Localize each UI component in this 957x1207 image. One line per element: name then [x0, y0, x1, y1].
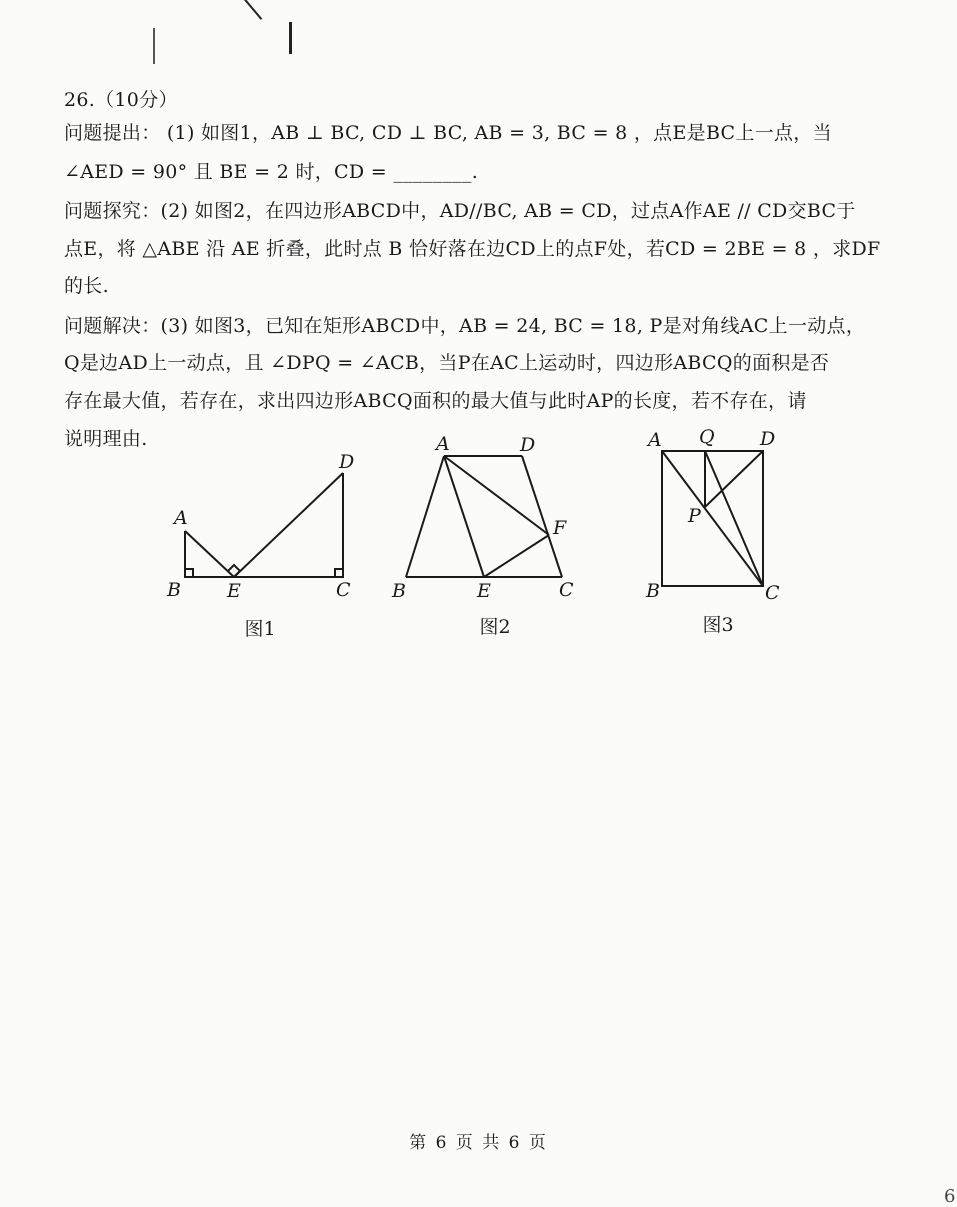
fig3-label-b: B — [646, 580, 660, 602]
fig3-segment-pd — [705, 451, 763, 507]
page-footer: 第 6 页 共 6 页 — [409, 1133, 548, 1153]
question-line-2: ∠AED = 90° 且 BE = 2 时，CD = ________. — [64, 161, 479, 183]
question-line-5: 的长. — [64, 275, 109, 297]
corner-page-mark: 6 — [944, 1186, 956, 1207]
fig1-label-c: C — [336, 579, 351, 601]
fig2-label-b: B — [392, 580, 406, 602]
fig3-segment-ac — [662, 451, 763, 586]
fig1-segment-ed — [234, 473, 343, 577]
fig2-label-d: D — [520, 434, 536, 456]
fig3-label-d: D — [760, 428, 776, 450]
fig3-label-a: A — [648, 429, 662, 451]
fig2-label-a: A — [436, 433, 450, 455]
fig2-label-f: F — [553, 517, 567, 539]
fig1-label-b: B — [167, 579, 181, 601]
fig2-label-c: C — [559, 579, 574, 601]
question-line-6: 问题解决：(3) 如图3，已知在矩形ABCD中，AB = 24, BC = 18, P是对角线AC上一动点， — [64, 315, 866, 337]
fig2-segment-ef — [484, 535, 549, 577]
question-line-8: 存在最大值，若存在，求出四边形ABCQ面积的最大值与此时AP的长度，若不存在，请 — [64, 390, 807, 412]
figure-2-caption: 图2 — [479, 616, 511, 638]
fig1-label-d: D — [339, 451, 355, 473]
figure-3-caption: 图3 — [702, 614, 734, 636]
fig3-label-c: C — [765, 582, 780, 604]
question-line-4: 点E，将 △ABE 沿 AE 折叠，此时点 B 恰好落在边CD上的点F处，若CD = 2BE = 8 ，求DF — [64, 238, 881, 260]
fig1-right-angle-b — [185, 569, 193, 577]
fig3-label-q: Q — [699, 426, 715, 448]
fig2-label-e: E — [477, 580, 491, 602]
fig1-right-angle-c — [335, 569, 343, 577]
fig1-label-a: A — [174, 507, 188, 529]
question-line-9: 说明理由. — [64, 428, 148, 450]
fig1-right-angle-e — [228, 565, 240, 577]
question-line-7: Q是边AD上一动点，且 ∠DPQ = ∠ACB，当P在AC上运动时，四边形ABCQ的面积是否 — [64, 352, 830, 374]
question-line-3: 问题探究：(2) 如图2，在四边形ABCD中，AD//BC, AB = CD，过点A作AE // CD交BC于 — [64, 200, 856, 222]
fig3-label-p: P — [688, 505, 701, 527]
fig2-segment-ae — [444, 456, 484, 577]
figure-1-caption: 图1 — [244, 618, 276, 640]
fig2-segment-ab — [406, 456, 444, 577]
fig2-segment-af — [444, 456, 549, 535]
question-header: 26.（10分） — [64, 89, 178, 111]
fig1-label-e: E — [227, 580, 241, 602]
question-line-1: 问题提出： (1) 如图1，AB ⊥ BC, CD ⊥ BC, AB = 3, BC = 8 ，点E是BC上一点，当 — [64, 122, 832, 144]
